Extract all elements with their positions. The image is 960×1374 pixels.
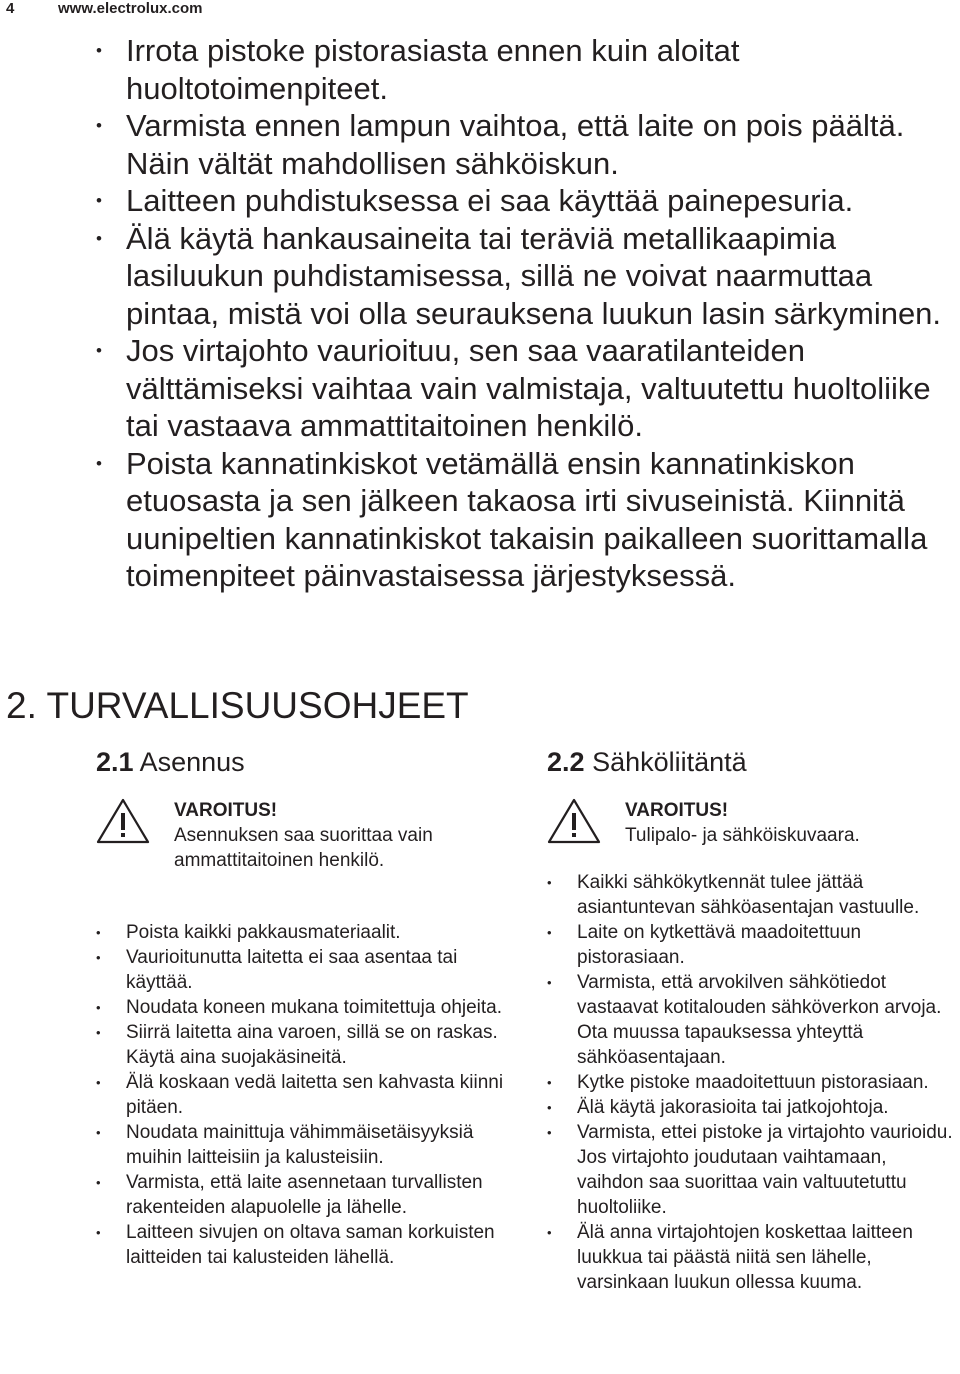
warning-text-block bbox=[174, 798, 464, 873]
installation-list bbox=[96, 920, 506, 1270]
list-item: • Laitteen puhdistuksessa ei saa käyttää painepesuria. bbox=[96, 182, 960, 220]
list-item: • Noudata mainittuja vähimmäisetäisyyksiä muihin laitteisiin ja kalusteisiin. bbox=[96, 1120, 506, 1170]
warning-text-block bbox=[625, 798, 925, 848]
subsection-title-installation bbox=[96, 746, 245, 778]
list-item: • Noudata koneen mukana toimitettuja ohjeita. bbox=[96, 995, 506, 1020]
subsection-heading: Asennus bbox=[139, 747, 245, 777]
list-item: • Siirrä laitetta aina varoen, sillä se on raskas. Käytä aina suojakäsineitä. bbox=[96, 1020, 506, 1070]
section-title bbox=[6, 684, 469, 728]
section-heading: TURVALLISUUSOHJEET bbox=[46, 685, 469, 726]
list-item: • Varmista ennen lampun vaihtoa, että laite on pois päältä. Näin vältät mahdollisen sähköiskun. bbox=[96, 107, 960, 182]
list-item: • Poista kannatinkiskot vetämällä ensin kannatinkiskon etuosasta ja sen jälkeen takaosa irti sivuseinistä. Kiinnitä uunipeltien kannatinkiskot takaisin paikalleen suorittamalla toimenpiteet päinvastaisessa järjestyksessä. bbox=[96, 445, 960, 595]
subsection-number: 2.1 bbox=[96, 747, 134, 777]
page-header bbox=[6, 0, 203, 20]
website-url: www.electrolux.com bbox=[58, 0, 203, 17]
list-item: • Poista kaikki pakkausmateriaalit. bbox=[96, 920, 506, 945]
subsection-number: 2.2 bbox=[547, 747, 585, 777]
electrical-list bbox=[547, 870, 957, 1295]
list-item: • Älä käytä hankausaineita tai teräviä metallikaapimia lasiluukun puhdistamisessa, sillä ne voivat naarmuttaa pintaa, mistä voi olla seurauksena luukun lasin särkyminen. bbox=[96, 220, 960, 333]
list-item: • Laite on kytkettävä maadoitettuun pistorasiaan. bbox=[547, 920, 957, 970]
list-item: • Älä anna virtajohtojen koskettaa laitteen luukkua tai päästä niitä sen lähelle, varsinkaan luukun ollessa kuuma. bbox=[547, 1220, 957, 1295]
list-item: • Vaurioitunutta laitetta ei saa asentaa tai käyttää. bbox=[96, 945, 506, 995]
list-item: • Varmista, että arvokilven sähkötiedot vastaavat kotitalouden sähköverkon arvoja. Ota muussa tapauksessa yhteyttä sähköasentajaan. bbox=[547, 970, 957, 1070]
list-item: • Laitteen sivujen on oltava saman korkuisten laitteiden tai kalusteiden lähellä. bbox=[96, 1220, 506, 1270]
list-item: • Jos virtajohto vaurioituu, sen saa vaaratilanteiden välttämiseksi vaihtaa vain valmistaja, valtuutettu huoltoliike tai vastaava ammattitaitoinen henkilö. bbox=[96, 332, 960, 445]
warning-triangle-icon bbox=[96, 798, 150, 844]
list-item: • Älä käytä jakorasioita tai jatkojohtoja. bbox=[547, 1095, 957, 1120]
warning-message: Asennuksen saa suorittaa vain ammattitaitoinen henkilö. bbox=[174, 825, 433, 871]
list-item: • Varmista, että laite asennetaan turvallisten rakenteiden alapuolelle ja lähelle. bbox=[96, 1170, 506, 1220]
intro-bullet-list bbox=[96, 32, 960, 595]
warning-message: Tulipalo- ja sähköiskuvaara. bbox=[625, 825, 860, 846]
warning-title: VAROITUS! bbox=[625, 800, 729, 821]
subsection-heading: Sähköliitäntä bbox=[592, 747, 747, 777]
list-item: • Älä koskaan vedä laitetta sen kahvasta kiinni pitäen. bbox=[96, 1070, 506, 1120]
warning-triangle-icon bbox=[547, 798, 601, 844]
subsection-title-electrical bbox=[547, 746, 747, 778]
list-item: • Kaikki sähkökytkennät tulee jättää asiantuntevan sähköasentajan vastuulle. bbox=[547, 870, 957, 920]
list-item: • Irrota pistoke pistorasiasta ennen kuin aloitat huoltotoimenpiteet. bbox=[96, 32, 960, 107]
list-item: • Varmista, ettei pistoke ja virtajohto vaurioidu. Jos virtajohto joudutaan vaihtamaan, vaihdon saa suorittaa vain valtuutetuttu huoltoliike. bbox=[547, 1120, 957, 1220]
list-item: • Kytke pistoke maadoitettuun pistorasiaan. bbox=[547, 1070, 957, 1095]
section-number: 2. bbox=[6, 685, 37, 726]
warning-title: VAROITUS! bbox=[174, 800, 278, 821]
page-number: 4 bbox=[6, 0, 15, 17]
